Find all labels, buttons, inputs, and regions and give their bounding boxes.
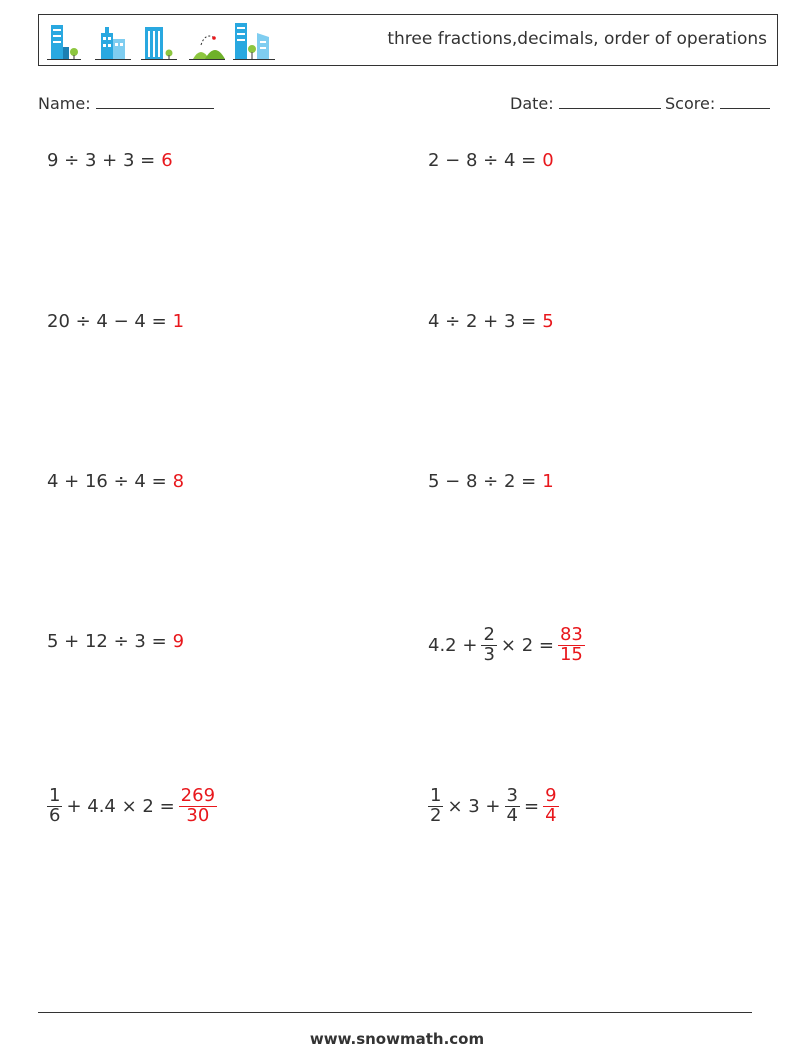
- fraction: [505, 787, 520, 826]
- problem-answer: 9: [172, 631, 185, 652]
- answer-denominator: 15: [559, 643, 583, 665]
- problem-suffix: + 4.4 × 2 =: [66, 795, 175, 817]
- skyline-icon: [233, 19, 275, 63]
- problem-answer: 1: [172, 311, 185, 332]
- score-field: [665, 92, 770, 113]
- footer-url[interactable]: www.snowmath.com: [309, 1030, 485, 1048]
- problem-middle: × 3 +: [447, 795, 501, 817]
- tower-icon: [141, 19, 177, 63]
- problem-expression: 20 ÷ 4 − 4 =: [47, 311, 167, 332]
- fraction-denominator: 2: [430, 804, 442, 826]
- name-field: [38, 92, 214, 113]
- park-icon: [187, 19, 227, 63]
- problem-expression: 4 ÷ 2 + 3 =: [428, 311, 537, 332]
- date-field: [510, 92, 661, 113]
- city-logo: [47, 19, 277, 63]
- building-icon: [47, 19, 81, 63]
- answer-fraction: [179, 787, 217, 826]
- problem-5: [47, 471, 184, 492]
- fraction-denominator: 3: [483, 643, 495, 665]
- date-blank[interactable]: [559, 92, 661, 109]
- problem-3: [47, 311, 184, 332]
- name-label: Name:: [38, 94, 91, 113]
- problem-answer: 5: [542, 311, 554, 332]
- footer-divider: [38, 1012, 752, 1013]
- problem-answer: 0: [542, 150, 554, 171]
- fraction-numerator: 1: [49, 785, 61, 806]
- fraction: [47, 787, 62, 826]
- problem-prefix: 4.2 +: [428, 634, 478, 656]
- problem-7: [47, 631, 184, 652]
- answer-denominator: 30: [186, 804, 210, 826]
- fraction-denominator: 6: [49, 804, 61, 826]
- fraction: [428, 787, 443, 826]
- answer-fraction: [543, 787, 558, 826]
- problem-answer: 8: [172, 471, 185, 492]
- problem-answer: 6: [161, 150, 173, 171]
- fraction-numerator: 1: [430, 785, 442, 806]
- problem-9: [43, 787, 221, 826]
- date-label: Date:: [510, 94, 554, 113]
- problem-6: [428, 471, 554, 492]
- worksheet-title: three fractions,decimals, order of operations: [387, 29, 767, 49]
- problem-4: [428, 311, 554, 332]
- answer-numerator: 269: [180, 785, 216, 806]
- answer-denominator: 4: [545, 804, 557, 826]
- problem-answer: 1: [542, 471, 554, 492]
- score-label: Score:: [665, 94, 716, 113]
- problem-expression: 2 − 8 ÷ 4 =: [428, 150, 537, 171]
- problem-expression: 5 + 12 ÷ 3 =: [47, 631, 167, 652]
- name-blank[interactable]: [96, 92, 214, 109]
- fraction-numerator: 3: [506, 785, 518, 806]
- score-blank[interactable]: [720, 92, 770, 109]
- problem-8: [428, 626, 589, 665]
- problem-1: [47, 150, 173, 171]
- office-building-icon: [93, 19, 133, 63]
- header-box: [38, 14, 778, 66]
- problem-expression: 9 ÷ 3 + 3 =: [47, 150, 156, 171]
- problem-suffix: × 2 =: [500, 634, 554, 656]
- fraction-numerator: 2: [483, 624, 495, 645]
- problem-2: [428, 150, 554, 171]
- fraction-denominator: 4: [506, 804, 518, 826]
- answer-numerator: 9: [545, 785, 557, 806]
- problem-expression: 4 + 16 ÷ 4 =: [47, 471, 167, 492]
- answer-numerator: 83: [559, 624, 583, 645]
- answer-fraction: [558, 626, 585, 665]
- problem-expression: 5 − 8 ÷ 2 =: [428, 471, 537, 492]
- problem-suffix: =: [523, 795, 540, 817]
- problem-10: [424, 787, 563, 826]
- fraction: [481, 626, 496, 665]
